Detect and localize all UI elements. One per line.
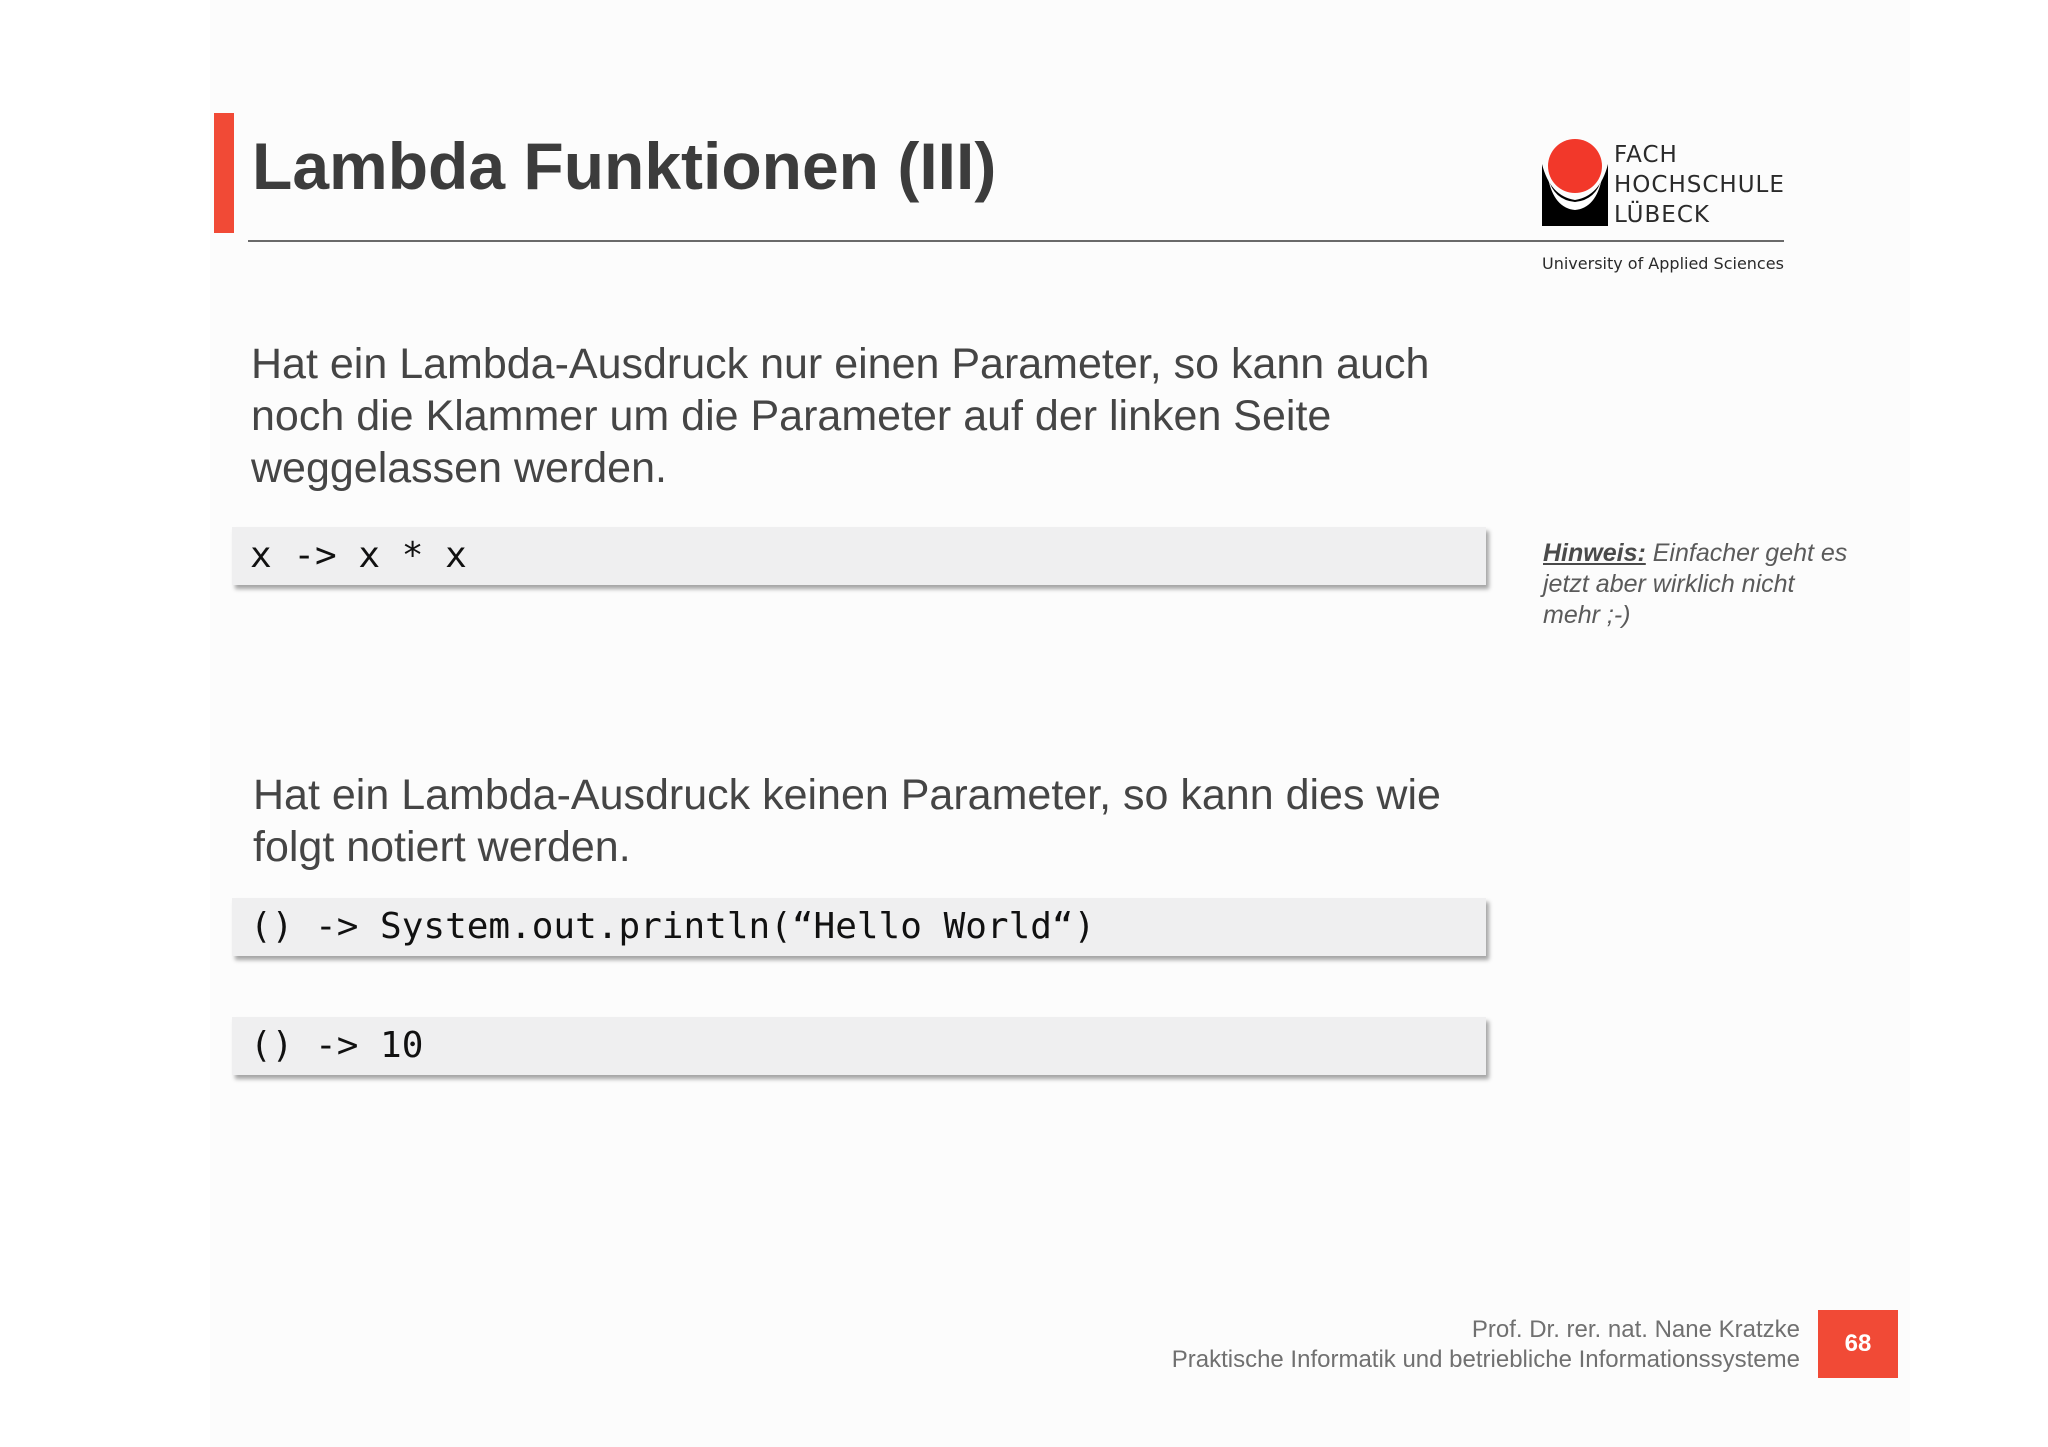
- logo-subtitle: University of Applied Sciences: [1542, 254, 1784, 273]
- code-block-single-param: x -> x * x: [232, 527, 1486, 585]
- paragraph-one-parameter: Hat ein Lambda-Ausdruck nur einen Parameter, so kann auch noch die Klammer um die Parameter auf der linken Seite weggelassen werden.: [251, 340, 1430, 492]
- logo-line-3: LÜBECK: [1614, 202, 1710, 228]
- logo-line-2: HOCHSCHULE: [1614, 172, 1785, 198]
- page-number: 68: [1818, 1310, 1898, 1378]
- footer-author: Prof. Dr. rer. nat. Nane Kratzke: [1471, 1316, 1800, 1343]
- hint-note: [1543, 538, 1853, 631]
- hint-label: Hinweis:: [1543, 539, 1646, 567]
- logo-wordmark: [1614, 140, 1785, 230]
- paragraph-no-parameter: Hat ein Lambda-Ausdruck keinen Parameter, so kann dies wie folgt notiert werden.: [253, 771, 1441, 871]
- title-divider: [248, 240, 1784, 242]
- slide-title: Lambda Funktionen (III): [252, 129, 997, 203]
- footer-course: Praktische Informatik und betriebliche Informationssysteme: [1171, 1346, 1800, 1373]
- hint-text: Einfacher geht es jetzt aber wirklich nicht mehr ;-): [1543, 539, 1848, 629]
- logo-line-1: FACH: [1614, 142, 1678, 168]
- fh-luebeck-logo-icon: [1540, 138, 1610, 226]
- code-block-constant: () -> 10: [232, 1017, 1486, 1075]
- code-block-println: () -> System.out.println(“Hello World“): [232, 898, 1486, 956]
- footer-credits: [1172, 1315, 1800, 1375]
- title-accent-bar: [214, 113, 234, 233]
